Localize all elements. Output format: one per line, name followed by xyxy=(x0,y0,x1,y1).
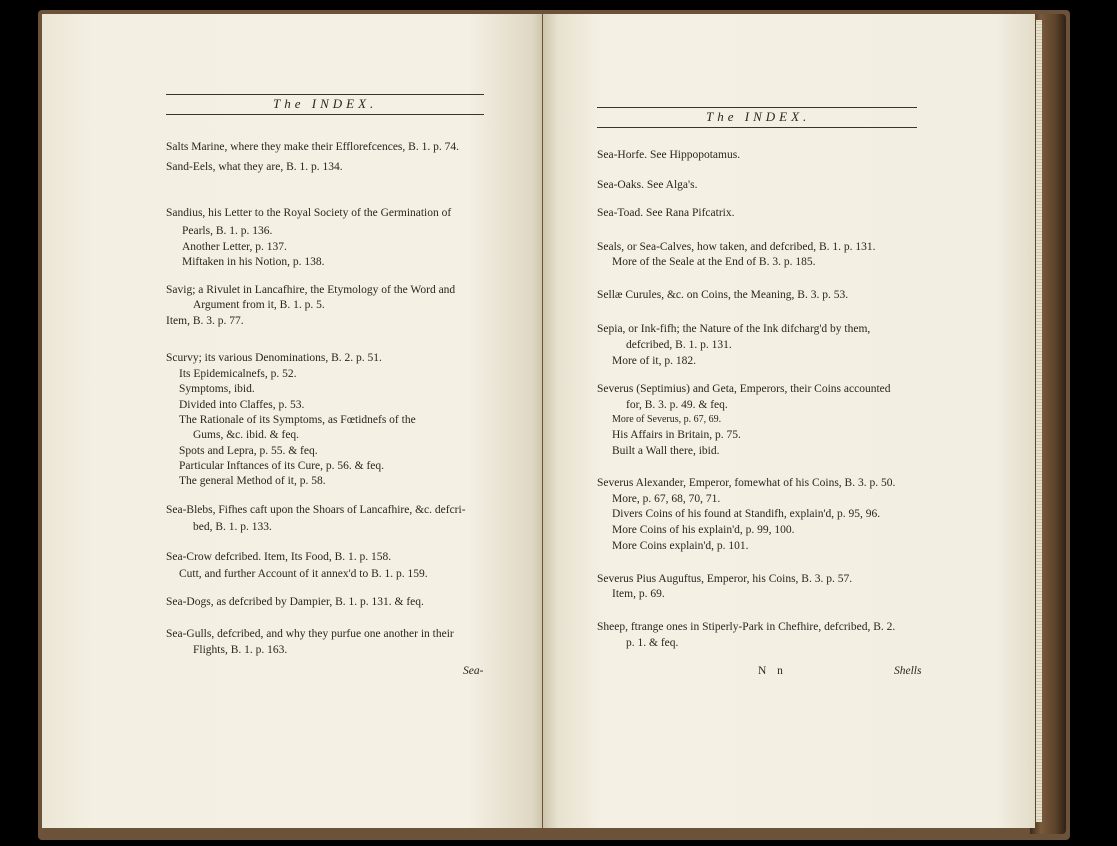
index-entry: Seals, or Sea-Calves, how taken, and defcribed, B. 1. p. 131. xyxy=(597,241,876,253)
index-entry: Sandius, his Letter to the Royal Society of the Germination of xyxy=(166,207,452,219)
left-catchword: Sea- xyxy=(463,665,484,677)
index-subentry: p. 1. & feq. xyxy=(626,637,679,649)
index-subentry: Flights, B. 1. p. 163. xyxy=(193,644,288,656)
index-subentry: Spots and Lepra, p. 55. & feq. xyxy=(179,445,318,457)
index-subentry: More of the Seale at the End of B. 3. p. 185. xyxy=(612,256,816,268)
index-subentry: bed, B. 1. p. 133. xyxy=(193,521,272,533)
index-subentry: His Affairs in Britain, p. 75. xyxy=(612,429,741,441)
index-subentry: for, B. 3. p. 49. & feq. xyxy=(626,399,728,411)
index-subentry: More of it, p. 182. xyxy=(612,355,697,367)
right-head-rule-top xyxy=(597,107,917,108)
index-subentry: Cutt, and further Account of it annex'd to B. 1. p. 159. xyxy=(179,568,428,580)
index-subentry: The Rationale of its Symptoms, as Fœtidnefs of the xyxy=(179,414,416,426)
index-entry: Sea-Gulls, defcribed, and why they purfue one another in their xyxy=(166,628,454,640)
index-entry: Sea-Toad. See Rana Pifcatrix. xyxy=(597,207,735,219)
index-subentry: The general Method of it, p. 58. xyxy=(179,475,326,487)
index-subentry: Gums, &c. ibid. & feq. xyxy=(193,429,300,441)
index-entry: Severus Alexander, Emperor, fomewhat of his Coins, B. 3. p. 50. xyxy=(597,477,896,489)
index-subentry: More of Severus, p. 67, 69. xyxy=(612,414,722,425)
index-entry: Sea-Dogs, as defcribed by Dampier, B. 1. p. 131. & feq. xyxy=(166,596,424,608)
signature-mark: N n xyxy=(758,665,787,677)
index-subentry: defcribed, B. 1. p. 131. xyxy=(626,339,732,351)
left-head-rule-top xyxy=(166,94,484,95)
left-running-head: The INDEX. xyxy=(273,96,378,111)
index-subentry: Pearls, B. 1. p. 136. xyxy=(182,225,273,237)
index-entry: Savig; a Rivulet in Lancafhire, the Etymology of the Word and xyxy=(166,284,456,296)
index-entry: Sellæ Curules, &c. on Coins, the Meaning, B. 3. p. 53. xyxy=(597,289,849,301)
index-entry: Sepia, or Ink-fifh; the Nature of the Ink difcharg'd by them, xyxy=(597,323,871,335)
index-entry: Scurvy; its various Denominations, B. 2. p. 51. xyxy=(166,352,382,364)
index-subentry: Symptoms, ibid. xyxy=(179,383,255,395)
index-subentry: More Coins of his explain'd, p. 99, 100. xyxy=(612,524,795,536)
index-subentry: More Coins explain'd, p. 101. xyxy=(612,540,749,552)
index-subentry: Divers Coins of his found at Standifh, explain'd, p. 95, 96. xyxy=(612,508,881,520)
index-entry: Sea-Crow defcribed. Item, Its Food, B. 1. p. 158. xyxy=(166,551,392,563)
index-subentry: Particular Inftances of its Cure, p. 56. & feq. xyxy=(179,460,385,472)
index-entry: Salts Marine, where they make their Efflorefcences, B. 1. p. 74. xyxy=(166,141,459,153)
index-entry: Severus (Septimius) and Geta, Emperors, their Coins accounted xyxy=(597,383,891,395)
index-subentry: Its Epidemicalnefs, p. 52. xyxy=(179,368,297,380)
index-subentry: More, p. 67, 68, 70, 71. xyxy=(612,493,721,505)
index-entry: Sea-Oaks. See Alga's. xyxy=(597,179,698,191)
index-entry: Severus Pius Auguftus, Emperor, his Coins, B. 3. p. 57. xyxy=(597,573,853,585)
page-edges xyxy=(1036,20,1042,822)
index-subentry: Built a Wall there, ibid. xyxy=(612,445,720,457)
index-subentry: Miftaken in his Notion, p. 138. xyxy=(182,256,325,268)
right-head-rule-bottom xyxy=(597,127,917,128)
index-entry: Sand-Eels, what they are, B. 1. p. 134. xyxy=(166,161,343,173)
index-subentry: Another Letter, p. 137. xyxy=(182,241,287,253)
index-entry: Sheep, ftrange ones in Stiperly-Park in Chefhire, defcribed, B. 2. xyxy=(597,621,896,633)
index-subentry: Divided into Claffes, p. 53. xyxy=(179,399,305,411)
index-entry: Sea-Horfe. See Hippopotamus. xyxy=(597,149,741,161)
right-catchword: Shells xyxy=(894,665,922,677)
index-entry: Sea-Blebs, Fifhes caft upon the Shoars of Lancafhire, &c. defcri- xyxy=(166,504,466,516)
left-head-rule-bottom xyxy=(166,114,484,115)
right-running-head: The INDEX. xyxy=(706,109,811,124)
index-subentry: Item, B. 3. p. 77. xyxy=(166,315,244,327)
index-subentry: Argument from it, B. 1. p. 5. xyxy=(193,299,325,311)
index-subentry: Item, p. 69. xyxy=(612,588,665,600)
